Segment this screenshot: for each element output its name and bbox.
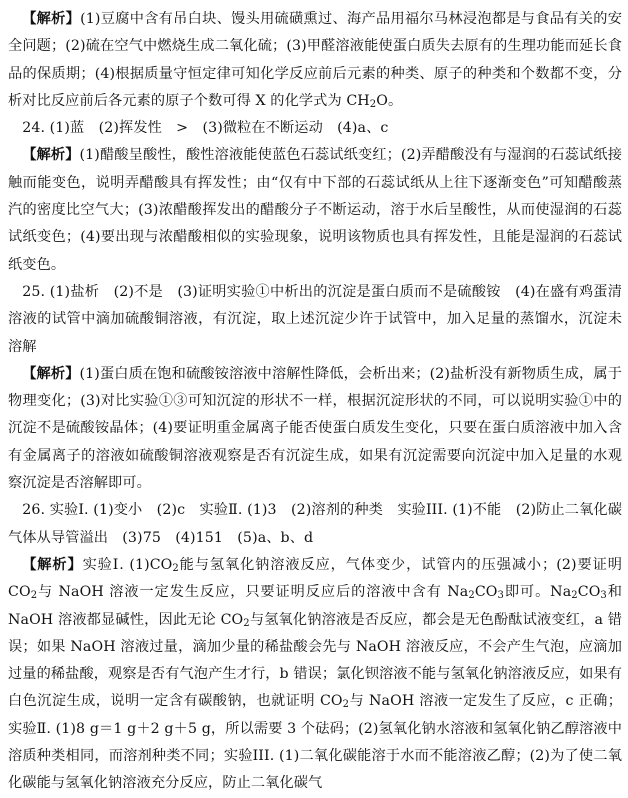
subscript: 2 [571, 590, 578, 602]
text-run: (1)豆腐中含有吊白块、馒头用硫磺熏过、海产品用福尔马林浸泡都是与食品有关的安全问题；(2)硫在空气中燃烧生成二氧化硫；(3)甲醛溶液能使蛋白质失去原有的生理功能而延长食品的保质期；(4)根据质量守恒定律可知化学反应前后元素的种类、原子的种类和个数都不变，分析对比反应前后各元素的原子个数可得 X 的化学式为 CH [8, 11, 623, 109]
analysis-paragraph [8, 6, 622, 115]
text-run: 即可。Na [504, 584, 572, 601]
text-run: 实验Ⅰ. (1)CO [82, 556, 173, 573]
subscript: 2 [468, 590, 475, 602]
text-run: 24. (1)蓝 (2)挥发性 > (3)微粒在不断运动 (4)a、c [22, 120, 389, 137]
text-run: CO [474, 584, 498, 601]
analysis-tag: 【解析】 [22, 556, 83, 573]
subscript: 2 [243, 617, 250, 629]
analysis-tag: 【解析】 [22, 147, 80, 164]
text-run: 与氢氧化钠溶液是否反应，都会是无色酚酞试液变红，a 错误；如果 NaOH 溶液过量，滴加少量的稀盐酸会先与 NaOH 溶液反应，不会产生气泡，应滴加过量的稀盐酸，观察是否有气泡产生才行，b 错误；氯化钡溶液不能与氢氧化钠溶液反应，如果有白色沉淀生成，说明一定含有碳酸钠，也就证明 CO [8, 611, 622, 710]
text-run: CO [577, 584, 601, 601]
text-run: 26. 实验Ⅰ. (1)变小 (2)c 实验Ⅱ. (1)3 (2)溶剂的种类 实验III. (1)不能 (2)防止二氧化碳气体从导管溢出 (3)75 (4)151 (5)a、b、d [8, 502, 622, 546]
subscript: 3 [497, 590, 504, 602]
text-run: (1)蛋白质在饱和硫酸铵溶液中溶解性降低，会析出来；(2)盐析没有新物质生成，属于物理变化；(3)对比实验①③可知沉淀的形状不一样，根据沉淀形状的不同，可以说明实验①中的沉淀不是硫酸铵晶体；(4)要证明重金属离子能否使蛋白质发生变化，只要在蛋白质溶液中加入含有金属离子的溶液如硫酸铜溶液观察是否有沉淀生成，如果有沉淀需要向沉淀中加入足量的水观察沉淀是否溶解即可。 [8, 365, 623, 492]
answer-line [8, 115, 622, 142]
analysis-paragraph [8, 552, 622, 798]
text-run: O。 [376, 92, 403, 109]
text-run: 与 NaOH 溶液一定发生反应，只要证明反应后的溶液中含有 Na [37, 584, 469, 601]
text-run: 25. (1)盐析 (2)不是 (3)证明实验①中析出的沉淀是蛋白质而不是硫酸铵 (4)在盛有鸡蛋清溶液的试管中滴加硫酸铜溶液，有沉淀，取上述沉淀少许于试管中，加入足量的蒸馏水，沉淀未溶解 [8, 283, 622, 355]
text-run: 与 NaOH 溶液一定发生了反应，c 正确；实验Ⅱ. (1)8 g＝1 g＋2 g＋5 g，所以需要 3 个砝码；(2)氢氧化钠水溶液和氢氧化钠乙醇溶液中溶质种类相同，而溶剂种类不同；实验III. (1)二氧化碳能溶于水而不能溶液乙醇；(2)为了使二氧化碳能与氢氧化钠溶液充分反应，防止二氧化碳气 [8, 693, 622, 792]
answer-line [8, 497, 622, 552]
subscript: 2 [342, 699, 350, 711]
subscript: 2 [30, 590, 38, 602]
text-run: 能与氢氧化钠溶液反应，气体变少，试管内的压强减小；(2)要证明 CO [8, 556, 622, 601]
subscript: 2 [369, 98, 377, 110]
subscript: 2 [172, 562, 179, 574]
analysis-paragraph [8, 142, 622, 278]
text-run: (1)醋酸呈酸性，酸性溶液能使蓝色石蕊试纸变红；(2)弄醋酸没有与湿润的石蕊试纸接触而能变色，说明弄醋酸具有挥发性；由“仅有中下部的石蕊试纸从上往下逐渐变色”可知醋酸蒸汽的密度比空气大；(3)浓醋酸挥发出的醋酸分子不断运动，溶于水后呈酸性，从而使湿润的石蕊试纸变色；(4)要出现与浓醋酸相似的实验现象，说明该物质也具有挥发性，且能是湿润的石蕊试纸变色。 [8, 147, 623, 273]
answer-line [8, 279, 622, 361]
analysis-paragraph [8, 361, 622, 497]
analysis-tag: 【解析】 [22, 365, 80, 382]
subscript: 3 [600, 590, 607, 602]
text-run: 和 NaOH 溶液都显碱性，因此无论 CO [8, 584, 623, 628]
analysis-tag: 【解析】 [22, 11, 81, 27]
